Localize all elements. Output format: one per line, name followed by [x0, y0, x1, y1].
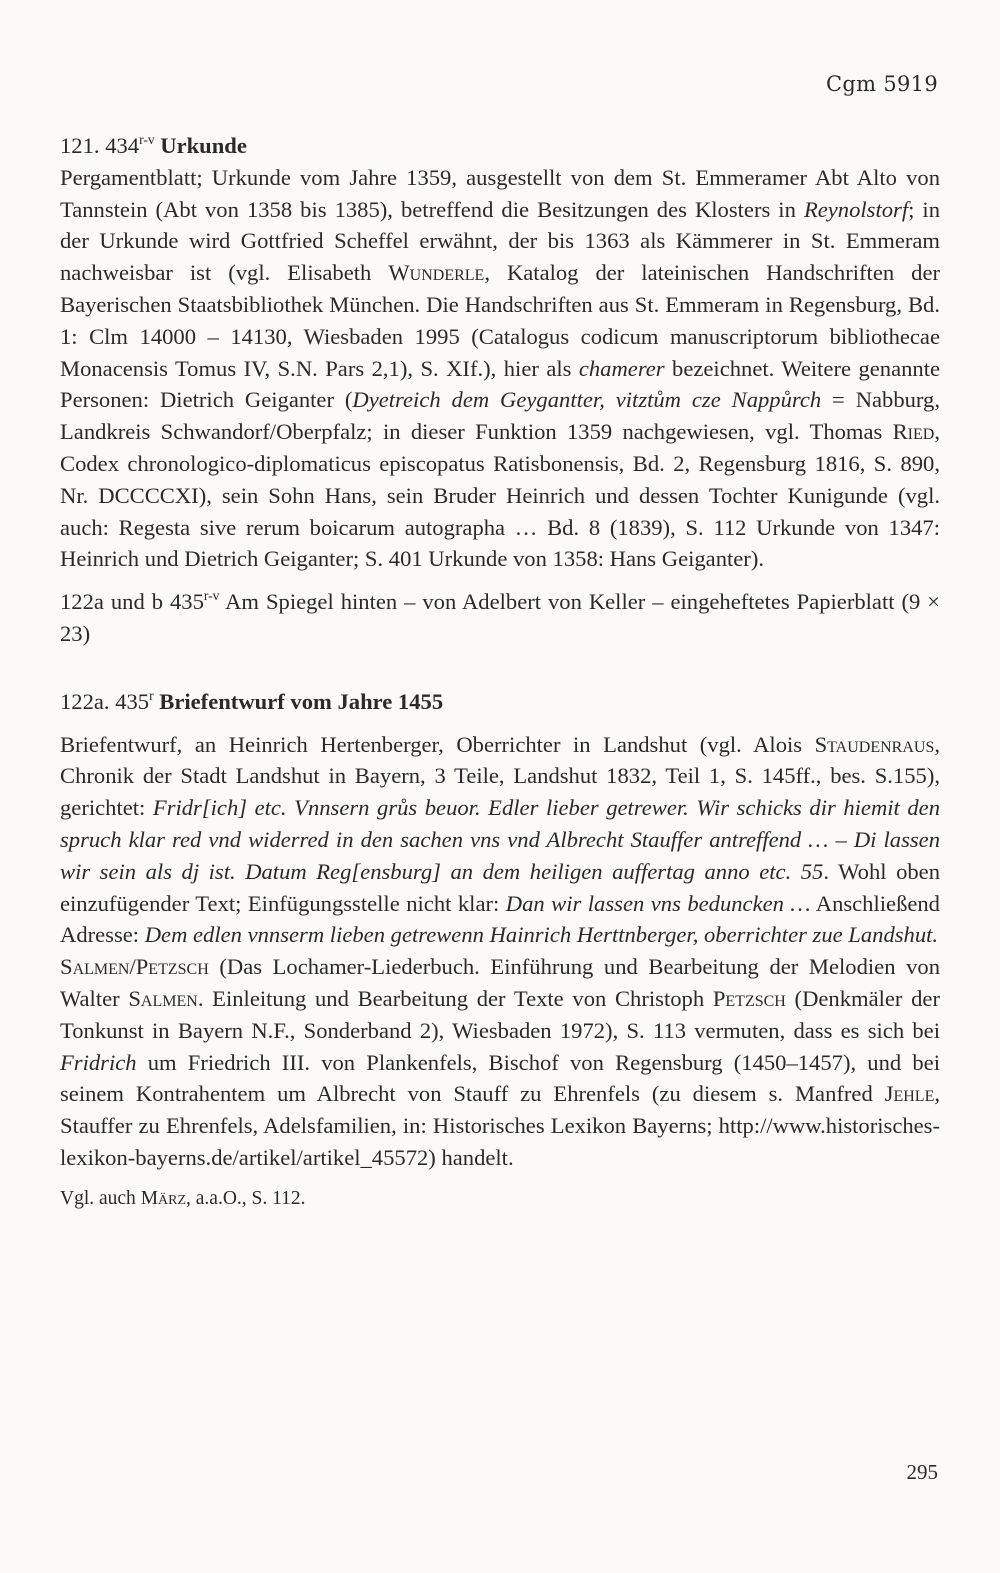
entry-122ab	[60, 586, 940, 650]
entry-121-heading	[60, 130, 940, 162]
italic-run: chamerer	[578, 355, 665, 381]
author-name: Petzsch	[712, 985, 786, 1011]
author-name: Staudenraus	[814, 731, 935, 757]
text-run: /	[129, 954, 136, 980]
author-name: Jehle	[884, 1081, 935, 1107]
author-name: Wunderle	[388, 260, 485, 286]
text-run: . Wohl oben einzufügender Text; Einfügungsstelle nicht klar:	[60, 858, 940, 916]
text-run: . Einleitung und Bearbeitung der Texte von Christoph	[197, 985, 713, 1011]
author-name: Salmen	[128, 985, 198, 1011]
text-run: Pergamentblatt; Urkunde vom Jahre 1359, ausgestellt von dem St. Emmeramer Abt Alto von Tannstein (Abt von 1358 bis 1385), betreffend die Besitzungen des Klosters in	[60, 164, 940, 222]
folio-sup: r-v	[139, 132, 155, 148]
entry-121-body	[60, 162, 940, 575]
italic-run: Dyetreich dem Geygantter, vitztům cze Nappůrch	[352, 387, 822, 413]
salmen-paragraph	[60, 951, 940, 1174]
reference-note	[60, 1185, 940, 1213]
author-name: Petzsch	[135, 954, 209, 980]
page-number: 295	[906, 1460, 938, 1484]
entry-number: 121. 434	[60, 133, 140, 158]
entry-number: 122a. 435	[60, 688, 150, 714]
text-run: (Denkmäler der Tonkunst in Bayern N.F., Sonderband 2), Wiesbaden 1972), S. 113 vermuten, dass es sich bei	[60, 985, 940, 1043]
entry-number: 122a und b 435	[60, 589, 204, 615]
author-name: Ried	[892, 419, 935, 445]
text-run: ; in der Urkunde wird Gottfried Scheffel erwähnt, der bis 1363 als Kämmerer in St. Emmeram nachweisbar ist (vgl. Elisabeth	[60, 196, 941, 286]
italic-run: Dan wir lassen vns beduncken …	[505, 890, 811, 916]
text-run: um Friedrich III. von Plankenfels, Bischof von Regensburg (1450–1457), und bei seinem Kontrahentem um Albrecht von Stauff zu Ehrenfels (zu diesem s. Manfred	[60, 1049, 940, 1107]
folio-sup: r	[149, 687, 154, 703]
text-run: , Codex chronologico-diplomaticus episcopatus Ratisbonensis, Bd. 2, Regensburg 1816, S. 890, Nr. DCCCCXI), sein Sohn Hans, sein Bruder Heinrich und dessen Tochter Kunigunde (vgl. auch: Regesta sive rerum boicarum autographa … Bd. 8 (1839), S. 112 Urkunde von 1347: Heinrich und Dietrich Geiganter; S. 401 Urkunde von 1358: Hans Geiganter).	[60, 419, 940, 572]
author-name: März	[140, 1187, 187, 1209]
text-run: , Katalog der lateinischen Handschriften der Bayerischen Staatsbibliothek München. Die Handschriften aus St. Emmeram in Regensburg, Bd. 1: Clm 14000 – 14130, Wiesbaden 1995 (Catalogus codicum manuscriptorum bibliothecae Monacensis Tomus IV, S.N. Pars 2,1), S. XIf.), hier als	[60, 260, 940, 381]
author-name: Salmen	[60, 954, 130, 980]
italic-run: Fridrich	[60, 1049, 137, 1075]
italic-run: Dem edlen vnnserm lieben getrewenn Hainrich Herttnberger, oberrichter zue Landshut.	[144, 922, 939, 948]
text-run: , a.a.O., S. 112.	[186, 1187, 306, 1209]
italic-run: Fridr[ich] etc. Vnnsern grůs beuor. Edler lieber getrewer. Wir schicks dir hiemit den spruch klar red vnd widerred in den sachen vns vnd Albrecht Stauffer antreffend … – Di lassen wir sein als dj ist. Datum Reg[ensburg] an dem heiligen auffertag anno etc. 55	[60, 795, 940, 884]
entry-122a-heading	[60, 686, 940, 718]
text-run: Anschließend Adresse:	[60, 890, 940, 948]
text-run: , Chronik der Stadt Landshut in Bayern, 3 Teile, Landshut 1832, Teil 1, S. 145ff., bes. S.155), gerichtet:	[60, 731, 940, 821]
text-run: Vgl. auch	[60, 1187, 141, 1209]
text-run: (Das Lochamer-Liederbuch. Einführung und Bearbeitung der Melodien von Walter	[60, 954, 940, 1011]
page-body	[60, 130, 940, 1213]
text-run: Am Spiegel hinten – von Adelbert von Keller – eingeheftetes Papierblatt (9 × 23)	[60, 589, 940, 646]
entry-title: Briefentwurf vom Jahre 1455	[159, 688, 444, 714]
entry-122a-body	[60, 729, 940, 952]
entry-title: Urkunde	[160, 133, 247, 158]
text-run: , Stauffer zu Ehrenfels, Adelsfamilien, in: Historisches Lexikon Bayerns; http://www.historisches-lexikon-bayerns.de/artikel/artikel_45572) handelt.	[60, 1081, 940, 1170]
folio-sup: r-v	[203, 588, 220, 604]
text-run: = Nabburg, Landkreis Schwandorf/Oberpfalz; in dieser Funktion 1359 nachgewiesen, vgl. Thomas	[60, 387, 940, 445]
running-header: Cgm 5919	[826, 72, 938, 96]
italic-run: Reynolstorf	[803, 196, 909, 222]
text-run: Briefentwurf, an Heinrich Hertenberger, Oberrichter in Landshut (vgl. Alois	[60, 731, 815, 757]
text-run: bezeichnet. Weitere genannte Personen: Dietrich Geiganter (	[60, 355, 940, 413]
